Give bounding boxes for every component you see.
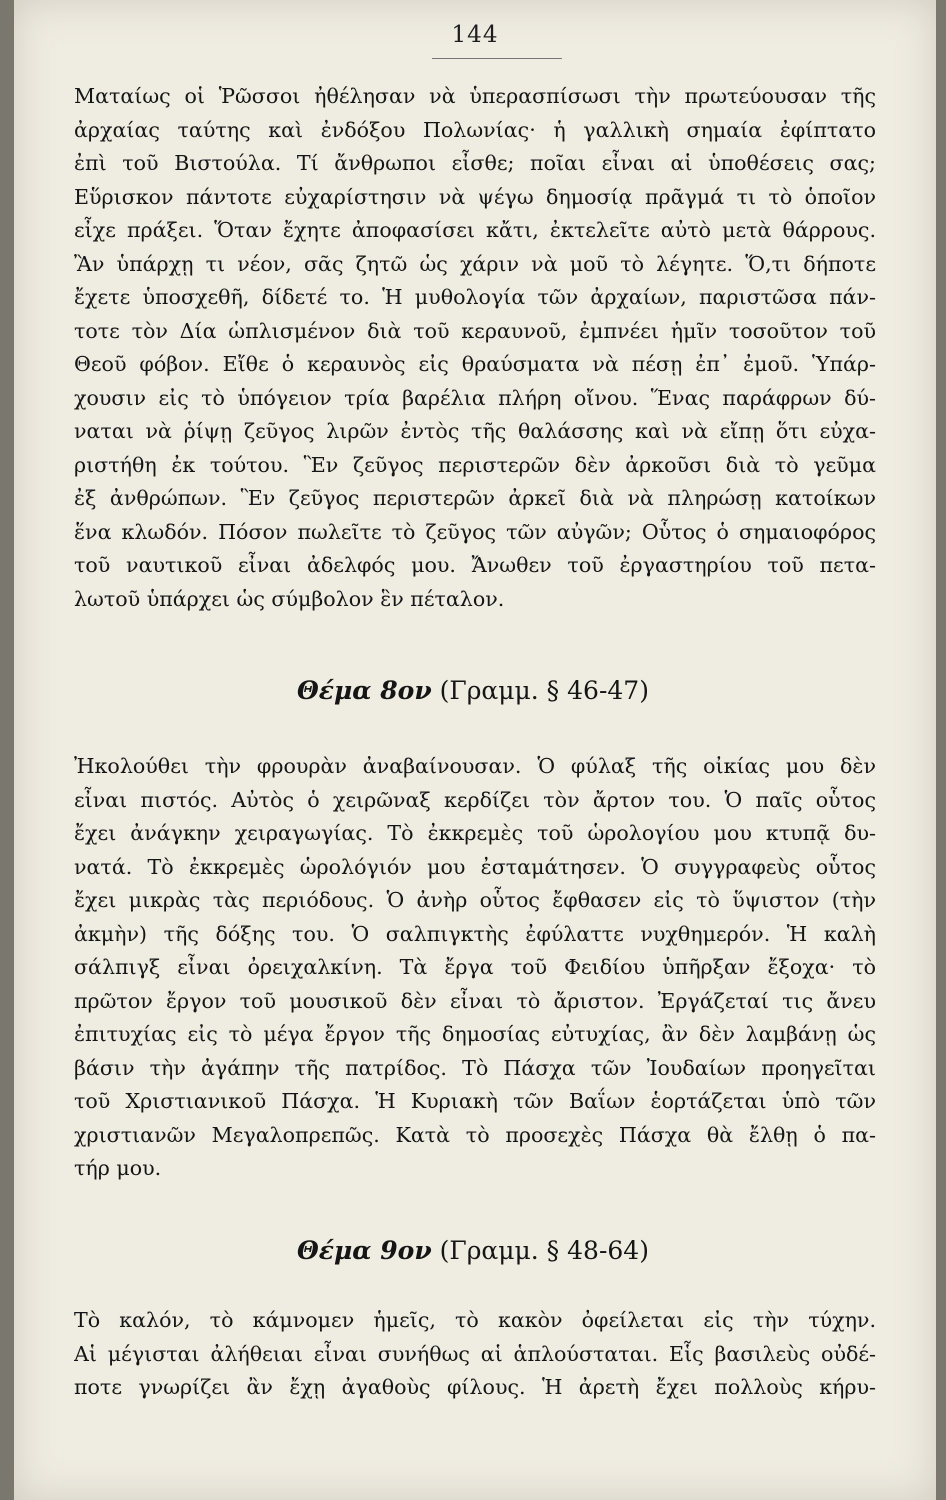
text-line: Θεοῦ φόβον. Εἴθε ὁ κεραυνὸς εἰς θραύσματα νὰ πέσῃ ἐπ᾿ ἐμοῦ. Ὑπάρ- bbox=[74, 352, 876, 376]
paragraph-1 bbox=[74, 80, 876, 616]
heading-theme-9-ref: (Γραμμ. § 48-64) bbox=[431, 1236, 649, 1265]
text-line: ἔχει ἀνάγκην χειραγωγίας. Τὸ ἐκκρεμὲς τοῦ ὡρολογίου μου κτυπᾷ δυ- bbox=[74, 821, 876, 845]
text-line: Ἂν ὑπάρχῃ τι νέον, σᾶς ζητῶ ὡς χάριν νὰ μοῦ τὸ λέγητε. Ὅ,τι δήποτε bbox=[74, 251, 876, 276]
text-line: Τὸ καλόν, τὸ κάμνομεν ἡμεῖς, τὸ κακὸν ὀφείλεται εἰς τὴν τύχην. bbox=[74, 1308, 876, 1332]
text-line: χριστιανῶν Μεγαλοπρεπῶς. Κατὰ τὸ προσεχὲς Πάσχα θὰ ἔλθῃ ὁ πα- bbox=[74, 1122, 876, 1147]
text-line: ριστήθη ἐκ τούτου. Ἓν ζεῦγος περιστερῶν δὲν ἀρκοῦσι διὰ τὸ γεῦμα bbox=[74, 452, 876, 477]
text-line: σάλπιγξ εἶναι ὀρειχαλκίνη. Τὰ ἔργα τοῦ Φειδίου ὑπῆρξαν ἔξοχα· τὸ bbox=[74, 955, 876, 979]
text-line: τοῦ Χριστιανικοῦ Πάσχα. Ἡ Κυριακὴ τῶν Βαΐων ἑορτάζεται ὑπὸ τῶν bbox=[74, 1089, 876, 1113]
text-line: ναται νὰ ῥίψῃ ζεῦγος λιρῶν ἐντὸς τῆς θαλάσσης καὶ νὰ εἴπῃ ὅτι εὐχα- bbox=[74, 419, 876, 443]
page-number: 144 bbox=[451, 22, 499, 48]
text-line: Αἱ μέγισται ἀλήθειαι εἶναι συνήθως αἱ ἁπλούσταται. Εἷς βασιλεὺς οὐδέ- bbox=[74, 1341, 876, 1366]
text-line: Εὕρισκον πάντοτε εὐχαρίστησιν νὰ ψέγω δημοσίᾳ πρᾶγμά τι τὸ ὁποῖον bbox=[74, 184, 876, 209]
text-line: ποτε γνωρίζει ἂν ἔχῃ ἀγαθοὺς φίλους. Ἡ ἀρετὴ ἔχει πολλοὺς κήρυ- bbox=[74, 1375, 876, 1399]
heading-theme-8-ref: (Γραμμ. § 46-47) bbox=[431, 676, 649, 705]
paragraph-2 bbox=[74, 750, 876, 1186]
text-line: ἕνα κλωδόν. Πόσον πωλεῖτε τὸ ζεῦγος τῶν αὐγῶν; Οὗτος ὁ σημαιοφόρος bbox=[74, 519, 876, 544]
text-line: πρῶτον ἔργον τοῦ μουσικοῦ δὲν εἶναι τὸ ἄριστον. Ἐργάζεταί τις ἄνευ bbox=[74, 988, 876, 1013]
text-line: Ἠκολούθει τὴν φρουρὰν ἀναβαίνουσαν. Ὁ φύλαξ τῆς οἰκίας μου δὲν bbox=[74, 754, 876, 778]
text-line: βάσιν τὴν ἀγάπην τῆς πατρίδος. Τὸ Πάσχα τῶν Ἰουδαίων προηγεῖται bbox=[74, 1055, 876, 1080]
text-line: χουσιν εἰς τὸ ὑπόγειον τρία βαρέλια πλήρη οἴνου. Ἕνας παράφρων δύ- bbox=[74, 385, 876, 410]
text-line: ἀκμὴν) τῆς δόξης του. Ὁ σαλπιγκτὴς ἐφύλαττε νυχθημερόν. Ἡ καλὴ bbox=[74, 921, 876, 946]
text-line: εἶναι πιστός. Αὐτὸς ὁ χειρῶναξ κερδίζει τὸν ἄρτον του. Ὁ παῖς οὗτος bbox=[74, 787, 876, 812]
text-line: τήρ μου. bbox=[74, 1156, 162, 1180]
text-line: τοτε τὸν Δία ὡπλισμένον διὰ τοῦ κεραυνοῦ, ἐμπνέει ἡμῖν τοσοῦτον τοῦ bbox=[74, 318, 876, 343]
heading-theme-9-title: Θέμα 9ον bbox=[297, 1236, 432, 1265]
paragraph-3 bbox=[74, 1304, 876, 1405]
text-line: νατά. Τὸ ἐκκρεμὲς ὡρολόγιόν μου ἐσταμάτησεν. Ὁ συγγραφεὺς οὗτος bbox=[74, 854, 876, 879]
text-line: τοῦ ναυτικοῦ εἶναι ἀδελφός μου. Ἄνωθεν τοῦ ἐργαστηρίου τοῦ πετα- bbox=[74, 553, 876, 577]
text-line: ἀρχαίας ταύτης καὶ ἐνδόξου Πολωνίας· ἡ γαλλικὴ σημαία ἐφίπτατο bbox=[74, 117, 876, 142]
text-line: λωτοῦ ὑπάρχει ὡς σύμβολον ἓν πέταλον. bbox=[74, 586, 505, 611]
heading-theme-8-title: Θέμα 8ον bbox=[297, 676, 432, 705]
text-line: εἶχε πράξει. Ὅταν ἔχητε ἀποφασίσει κἄτι, ἐκτελεῖτε αὐτὸ μετὰ θάρρους. bbox=[74, 218, 876, 242]
text-line: ἐξ ἀνθρώπων. Ἓν ζεῦγος περιστερῶν ἀρκεῖ διὰ νὰ πληρώσῃ κατοίκων bbox=[74, 486, 876, 510]
heading-theme-8 bbox=[0, 676, 946, 705]
heading-theme-9 bbox=[0, 1236, 946, 1265]
text-line: Ματαίως οἱ Ῥῶσσοι ἠθέλησαν νὰ ὑπερασπίσωσι τὴν πρωτεύουσαν τῆς bbox=[74, 84, 876, 108]
text-line: ἔχετε ὑποσχεθῆ, δίδετέ το. Ἡ μυθολογία τῶν ἀρχαίων, παριστῶσα πάν- bbox=[74, 285, 876, 309]
text-line: ἔχει μικρὰς τὰς περιόδους. Ὁ ἀνὴρ οὗτος ἔφθασεν εἰς τὸ ὕψιστον (τὴν bbox=[74, 888, 876, 912]
text-line: ἐπὶ τοῦ Βιστούλα. Τί ἄνθρωποι εἶσθε; ποῖαι εἶναι αἱ ὑποθέσεις σας; bbox=[74, 151, 876, 175]
page-number-rule bbox=[432, 58, 562, 59]
text-line: ἐπιτυχίας εἰς τὸ μέγα ἔργον τῆς δημοσίας εὐτυχίας, ἂν δὲν λαμβάνῃ ὡς bbox=[74, 1022, 876, 1046]
